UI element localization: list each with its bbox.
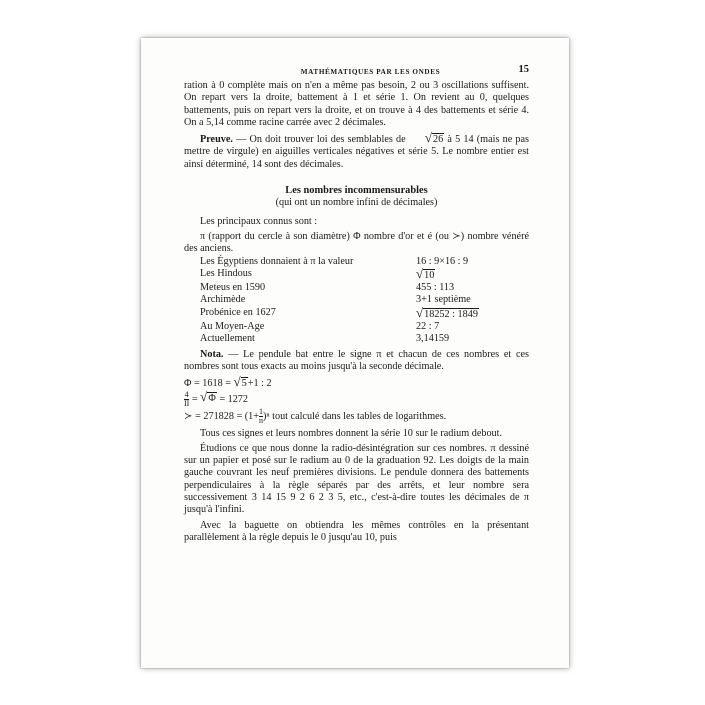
fraction-equation: $\frac{4}{II}$ = √Φ = 1272 xyxy=(184,389,248,408)
pi-line: π (rapport du cercle à son diamètre) Φ nombre d'or et é (ou ≻) nombre vénéré des anciens. xyxy=(184,230,529,255)
running-head xyxy=(184,66,529,80)
row-label: Au Moyen-Age xyxy=(200,321,265,333)
table-row xyxy=(184,304,529,321)
preuve-text-a: — On doit trouver loi des semblables de xyxy=(232,134,409,146)
preuve-label: Preuve. xyxy=(200,134,233,146)
row-label: Probénice en 1627 xyxy=(200,306,276,318)
table-row xyxy=(184,321,529,333)
preuve-text-b: à 5 14 (mais ne pas mettre de virgule) en aiguilles verticales négatives et série 5. Le nombre entier est ainsi déterminé, 14 sont des décimales. xyxy=(184,134,529,170)
row-value: 455 : 113 xyxy=(416,282,455,294)
table-row xyxy=(184,282,529,294)
table-row xyxy=(184,256,529,268)
running-title: MATHÉMATIQUES PAR LES ONDES xyxy=(300,68,441,76)
nota-text: — Le pendule bat entre le signe π et chacun de ces nombres et ces nombres sont tous exacts au moins jusqu'à la seconde décimale. xyxy=(184,348,529,372)
nota-paragraph xyxy=(184,349,529,374)
e-fraction-numerator: 1 xyxy=(259,406,264,416)
row-value: 3,14159 xyxy=(416,333,450,345)
fraction-equals: = xyxy=(189,393,201,405)
table-row xyxy=(184,294,529,306)
phi-lhs: Φ = 1618 = xyxy=(184,378,234,390)
intro-paragraph: ration à 0 complète mais on n'en a même pas besoin, 2 ou 3 oscillations suffisent. On repart vers la droite, battement à 1 et série 1. On revient au 0, quelques battements, puis on repart vers la droite, et on trouve à 4 des battements et série 4. On a 5,14 comme racine carrée avec 2 décimales. xyxy=(184,80,529,128)
page-content xyxy=(184,66,529,544)
row-label: Archimède xyxy=(200,294,246,306)
sqrt-10-radicand: 10 xyxy=(424,269,435,281)
row-value: √10 xyxy=(416,265,435,281)
body-paragraph-2: Étudions ce que nous donne la radio-désintégration sur ces nombres. π dessiné sur un papier et posé sur le radium au 0 de la graduation 92. Les doigts de la main gauche couvrant les neuf premières divisions. Le pendule donnera des battements perpendiculaires à la règle séparés par des arrêts, et leur nombre sera successivement 3 14 15 9 2 6 2 3 5, etc., c'est-à-dire toutes les décimales de π jusqu'à l'infini. xyxy=(184,442,529,516)
fraction-denominator: II xyxy=(184,398,190,408)
fraction-rhs: = 1272 xyxy=(216,393,248,405)
row-value: 3+1 septième xyxy=(416,294,471,306)
row-label: Les Égyptiens donnaient à π la valeur xyxy=(200,255,354,267)
section-title: Les nombres incommensurables xyxy=(285,185,428,197)
phi-rhs: +1 : 2 xyxy=(247,378,272,390)
row-value: 22 : 7 xyxy=(416,321,440,333)
row-value: 16 : 9×16 : 9 xyxy=(416,255,469,267)
page-number: 15 xyxy=(518,64,529,75)
fraction-numerator: 4 xyxy=(184,389,189,399)
table-row xyxy=(184,265,529,282)
body-paragraph-3: Avec la baguette on obtiendra les mêmes contrôles en la présentant parallèlement à la règle depuis le 0 jusqu'au 10, puis xyxy=(184,519,529,543)
phi-equation: Φ = 1618 = √5+1 : 2 xyxy=(184,374,272,390)
row-label: Les Hindous xyxy=(200,267,252,279)
section-subtitle: (qui ont un nombre infini de décimales) xyxy=(275,197,438,209)
e-fraction-denominator: n xyxy=(259,415,264,425)
row-label: Actuellement xyxy=(200,333,255,345)
book-page xyxy=(141,38,569,668)
e-lhs: ≻ = 271828 = (1+ xyxy=(184,410,260,422)
sqrt-5-radicand: 5 xyxy=(241,378,247,390)
body-paragraph-1: Tous ces signes et leurs nombres donnent la série 10 sur le radium debout. xyxy=(200,427,503,439)
preuve-paragraph xyxy=(184,132,529,171)
pi-values-table xyxy=(184,256,529,346)
e-equation xyxy=(184,408,529,425)
table-row xyxy=(184,333,529,345)
sqrt-26: √26 xyxy=(424,130,444,146)
row-label: Meteus en 1590 xyxy=(200,282,266,294)
row-value: √18252 : 1849 xyxy=(416,304,478,320)
sqrt-phi-radicand: Φ xyxy=(208,393,216,405)
nota-label: Nota. xyxy=(200,348,224,360)
list-intro: Les principaux connus sont : xyxy=(200,215,318,227)
e-rhs: )ⁿ tout calculé dans les tables de logarithmes. xyxy=(263,410,447,422)
sqrt-26-radicand: 26 xyxy=(432,134,444,146)
sqrt-18252-radicand: 18252 : 1849 xyxy=(424,308,478,320)
